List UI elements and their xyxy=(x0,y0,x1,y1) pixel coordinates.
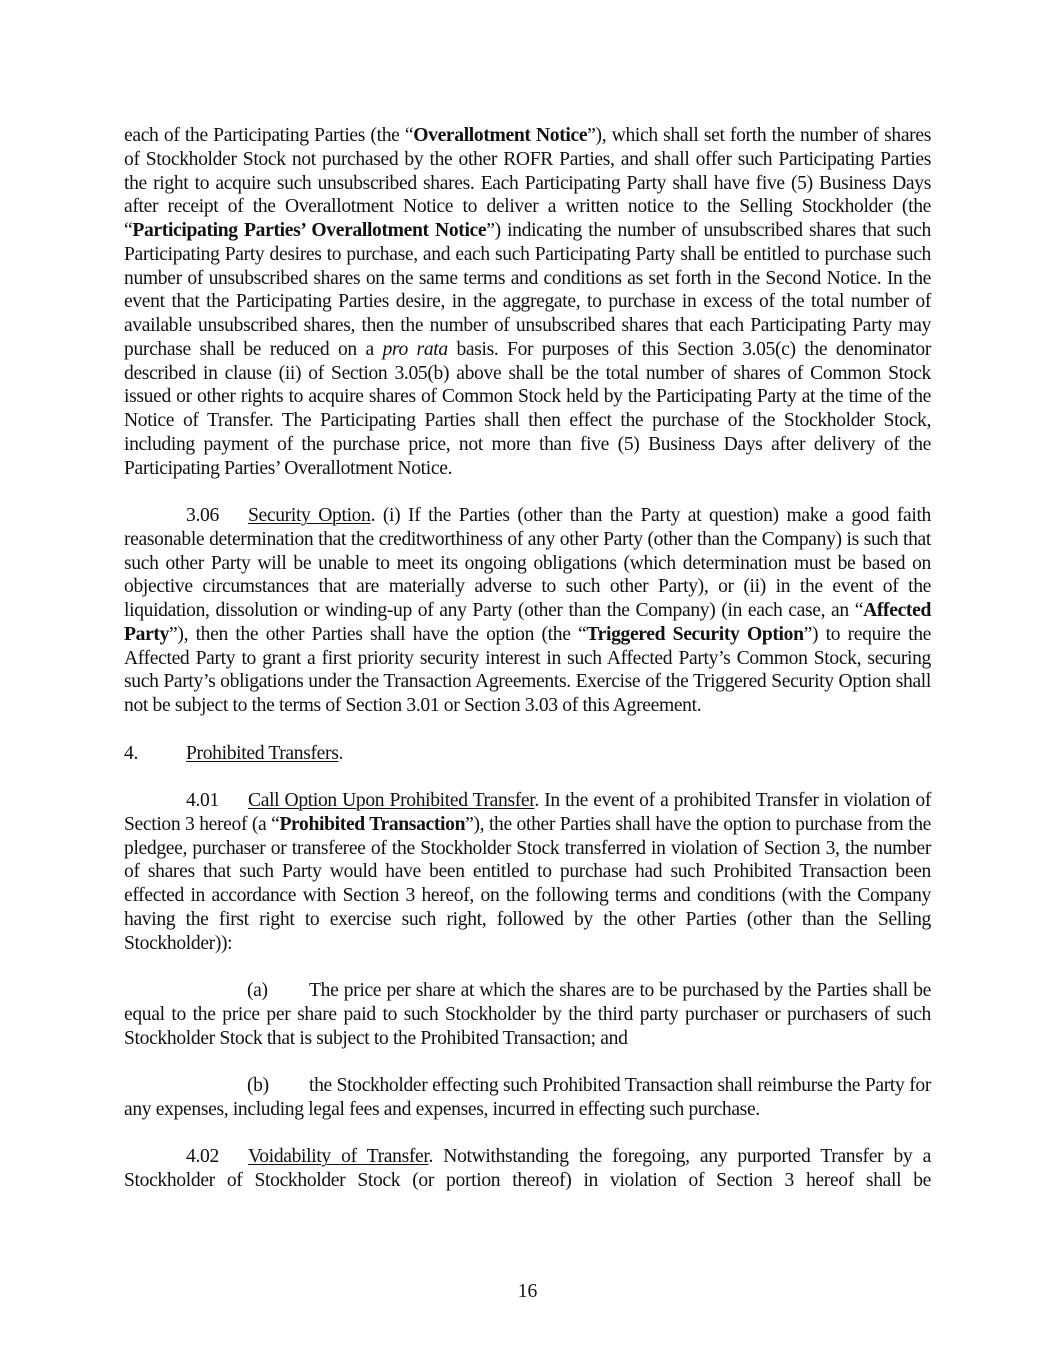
defined-term-overallotment-notice: Overallotment Notice xyxy=(413,125,588,146)
italic-pro-rata: pro rata xyxy=(382,338,448,360)
section-heading: Prohibited Transfers xyxy=(186,742,339,764)
section-number: 4.01 xyxy=(186,790,219,811)
section-4-heading xyxy=(124,742,931,766)
defined-term-participating-parties-overallotment-notice: Participating Parties’ Overallotment Notice xyxy=(132,220,487,241)
paragraph-spacer xyxy=(124,718,931,742)
paragraph-3-05c-continued xyxy=(124,124,931,480)
section-4-01 xyxy=(124,789,931,955)
text: basis. For purposes of this Section 3.05(c) the denominator described in clause (ii) of Section 3.05(b) above shall be the total number of shares of Common Stock issued or other rights to acquire shares of Common Stock held by the Participating Party at the time of the Notice of Transfer. The Participating Parties shall then effect the purchase of the Stockholder Stock, including payment of the purchase price, not more than five (5) Business Days after delivery of the Participating Parties’ Overallotment Notice. xyxy=(124,338,931,479)
page-number: 16 xyxy=(517,1281,538,1302)
paragraph-spacer xyxy=(124,1050,931,1074)
paragraph-spacer xyxy=(124,1122,931,1146)
clause-b xyxy=(124,1074,931,1122)
clause-label: (b) xyxy=(247,1075,269,1096)
defined-term-prohibited-transaction: Prohibited Transaction xyxy=(279,813,466,835)
text: the Stockholder effecting such Prohibited Transaction shall reimburse the Party for any expenses, including legal fees and expenses, incurred in effecting such purchase. xyxy=(124,1075,931,1120)
text: . xyxy=(338,742,344,764)
text: ”), which shall set forth the number of shares of Stockholder Stock not purchased by the other ROFR Parties, and shall offer such Participating Parties the right to acquire such unsubscribed shares. Each Participating Party shall have five (5) Business Days after receipt of the Overallotment Notice to deliver a written notice to the Selling Stockholder (the “ xyxy=(124,125,931,241)
paragraph-spacer xyxy=(124,765,931,789)
paragraph-spacer xyxy=(124,480,931,504)
text: . (i) If the Parties (other than the Party at question) make a good faith reasonable determination that the creditworthiness of any other Party (other than the Company) is such that such other Party will be unable to meet its ongoing obligations (which determination must be based on objective circumstances that are materially adverse to such other Party), or (ii) in the event of the liquidation, dissolution or winding-up of any Party (other than the Company) (in each case, an “ xyxy=(124,505,931,621)
text: ”), then the other Parties shall have the option (the “ xyxy=(169,623,587,645)
clause-label: (a) xyxy=(247,980,268,1001)
text: ”), the other Parties shall have the option to purchase from the pledgee, purchaser or transferee of the Stockholder Stock transferred in violation of Section 3, the number of shares that such Party would have been entitled to purchase had such Prohibited Transaction been effected in accordance with Section 3 hereof, on the following terms and conditions (with the Company having the first right to exercise such right, followed by the other Parties (other than the Selling Stockholder)): xyxy=(124,813,932,954)
document-page xyxy=(124,124,931,1193)
defined-term-affected-party: Affected Party xyxy=(124,600,931,645)
section-number: 4. xyxy=(124,742,138,764)
text: each of the Participating Parties (the “ xyxy=(124,125,414,146)
section-heading: Security Option xyxy=(248,505,371,526)
text: ”) indicating the number of unsubscribed shares that such Participating Party desires to purchase, and each such Participating Party shall be entitled to purchase such number of unsubscribed shares on the same terms and conditions as set forth in the Second Notice. In the event that the Participating Parties desire, in the aggregate, to purchase in excess of the total number of available unsubscribed shares, then the number of unsubscribed shares that each Participating Party may purchase shall be reduced on a xyxy=(124,220,931,360)
defined-term-triggered-security-option: Triggered Security Option xyxy=(586,623,804,645)
section-heading: Voidability of Transfer xyxy=(248,1146,429,1168)
text: . In the event of a prohibited Transfer in violation of Section 3 hereof (a “ xyxy=(124,790,931,835)
section-3-06 xyxy=(124,504,931,718)
text: ”) to require the Affected Party to grant a first priority security interest in such Affected Party’s Common Stock, securing such Party’s obligations under the Transaction Agreements. Exercise of the Triggered Security Option shall not be subject to the terms of Section 3.01 or Section 3.03 of this Agreement. xyxy=(124,623,931,716)
text: The price per share at which the shares are to be purchased by the Parties shall be equal to the price per share paid to such Stockholder by the third party purchaser or purchasers of such Stockholder Stock that is subject to the Prohibited Transaction; and xyxy=(124,980,931,1049)
section-number: 3.06 xyxy=(186,505,219,526)
paragraph-spacer xyxy=(124,955,931,979)
clause-a xyxy=(124,979,931,1050)
section-4-02 xyxy=(124,1145,931,1193)
text: . Notwithstanding the foregoing, any purported Transfer by a Stockholder of Stockholder Stock (or portion thereof) in violation of Section 3 hereof shall be xyxy=(124,1146,931,1191)
section-heading: Call Option Upon Prohibited Transfer xyxy=(248,790,535,811)
section-number: 4.02 xyxy=(186,1146,219,1168)
